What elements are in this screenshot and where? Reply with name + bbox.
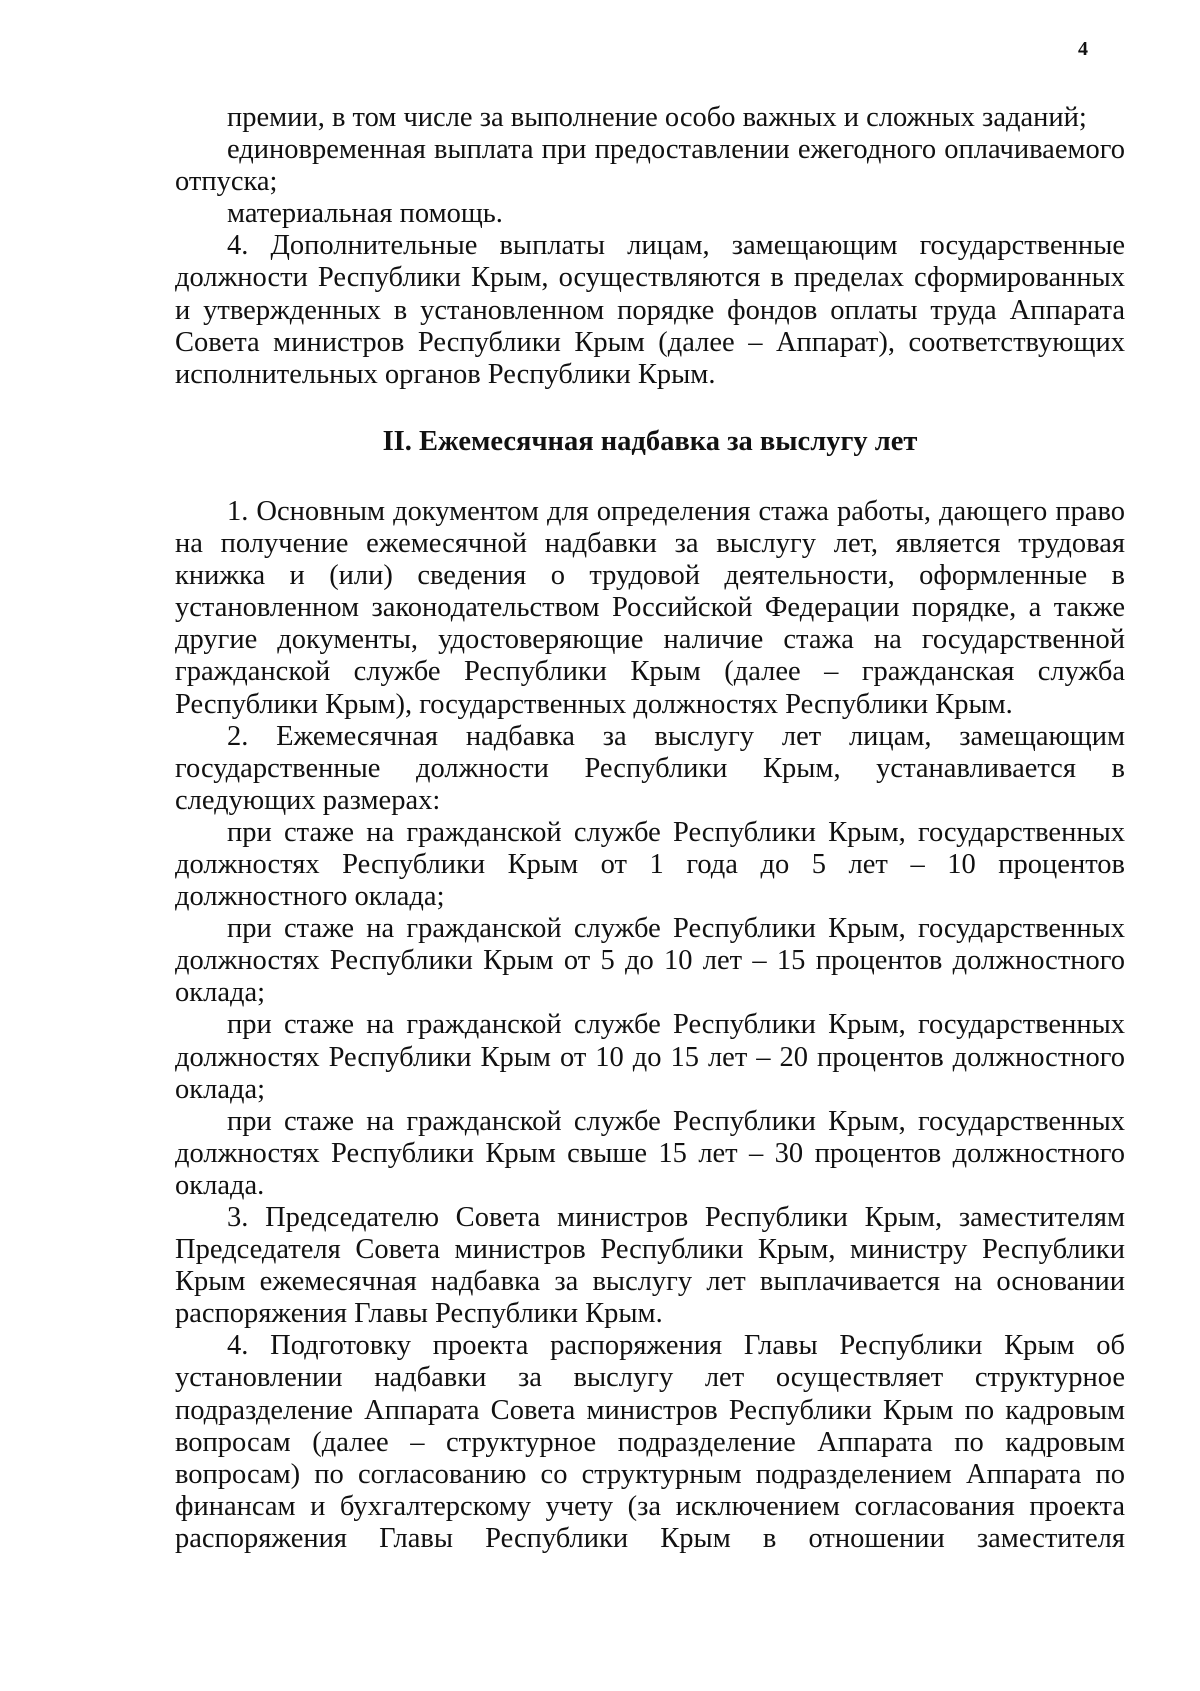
paragraph-stazh-1-5: при стаже на гражданской службе Республики Крым, государственных должностях Республики Крым от 1 года до 5 лет – 10 процентов должностного оклада; — [175, 816, 1125, 913]
paragraph-vyplata-otpusk: единовременная выплата при предоставлении ежегодного оплачиваемого отпуска; — [175, 134, 1125, 198]
page-number: 4 — [1078, 38, 1088, 60]
paragraph-premii: премии, в том числе за выполнение особо важных и сложных заданий; — [227, 102, 1087, 133]
section-heading: II. Ежемесячная надбавка за выслугу лет — [382, 425, 918, 457]
paragraph-material-pomosch: материальная помощь. — [227, 198, 503, 230]
paragraph-stazh-15-plus: при стаже на гражданской службе Республики Крым, государственных должностях Республики Крым свыше 15 лет – 30 процентов должностного оклада. — [175, 1105, 1125, 1201]
paragraph-4-dop-vyplaty: 4. Дополнительные выплаты лицам, замещающим государственные должности Республики Крым, осуществляются в пределах сформированных и утвержденных в установленном порядке фондов оплаты труда Аппарата Совета министров Республики Крым (далее – Аппарат), соответствующих исполнительных органов Республики Крым. — [175, 230, 1125, 390]
paragraph-1-osnovnoy-dokument: 1. Основным документом для определения стажа работы, дающего право на получение ежемесячной надбавки за выслугу лет, является трудовая книжка и (или) сведения о трудовой деятельности, оформленные в установленном законодательством Российской Федерации порядке, а также другие документы, удостоверяющие наличие стажа на государственной гражданской службе Республики Крым (далее – гражданская служба Республики Крым), государственных должностях Республики Крым. — [175, 495, 1125, 720]
paragraph-4-podgotovka: 4. Подготовку проекта распоряжения Главы Республики Крым об установлении надбавки за выслугу лет осуществляет структурное подразделение Аппарата Совета министров Республики Крым по кадровым вопросам (далее – структурное подразделение Аппарата по кадровым вопросам) по согласованию со структурным подразделением Аппарата по финансам и бухгалтерскому учету (за исключением согласования проекта распоряжения Главы Республики Крым в отношении заместителя — [175, 1330, 1125, 1554]
paragraph-stazh-5-10: при стаже на гражданской службе Республики Крым, государственных должностях Республики Крым от 5 до 10 лет – 15 процентов должностного оклада; — [175, 913, 1125, 1009]
paragraph-3-predsedatelyu: 3. Председателю Совета министров Республики Крым, заместителям Председателя Совета министров Республики Крым, министру Республики Крым ежемесячная надбавка за выслугу лет выплачивается на основании распоряжения Главы Республики Крым. — [175, 1202, 1125, 1330]
paragraph-2-razmery: 2. Ежемесячная надбавка за выслугу лет лицам, замещающим государственные должности Республики Крым, устанавливается в следующих размерах: — [175, 720, 1125, 816]
document-body — [175, 102, 1125, 1555]
paragraph-stazh-10-15: при стаже на гражданской службе Республики Крым, государственных должностях Республики Крым от 10 до 15 лет – 20 процентов должностного оклада; — [175, 1009, 1125, 1105]
